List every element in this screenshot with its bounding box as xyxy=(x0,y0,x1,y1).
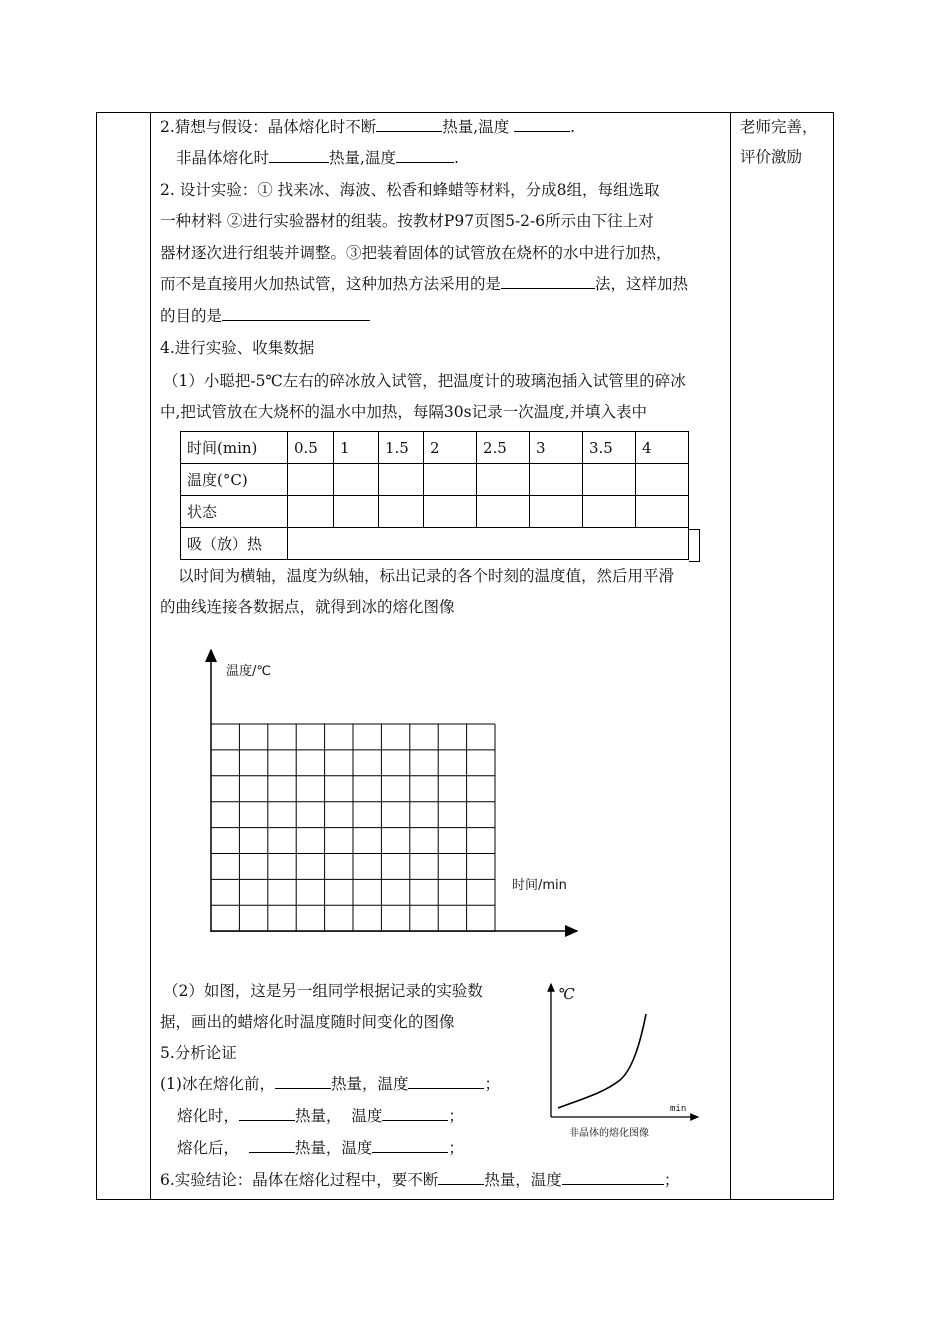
grid-x-label: 时间/min xyxy=(512,878,567,893)
time-cell: 2 xyxy=(424,432,477,464)
experiment-title: 4.进行实验、收集数据 xyxy=(160,339,315,357)
temp-cell[interactable] xyxy=(530,464,583,496)
blank-during-temp[interactable] xyxy=(382,1106,448,1121)
row-label-heat: 吸（放）热 xyxy=(181,528,288,560)
blank-heating-method[interactable] xyxy=(501,274,595,289)
analysis-line3: 熔化后， 热量，温度 ； xyxy=(177,1139,464,1157)
state-cell[interactable] xyxy=(636,496,689,528)
hypothesis-line1: 2.猜想与假设：晶体熔化时不断 热量,温度 . xyxy=(160,118,576,136)
blank-crystal-temp[interactable] xyxy=(514,117,570,132)
analysis-line2: 熔化时， 热量， 温度 ； xyxy=(177,1107,464,1125)
row-label-time: 时间(min) xyxy=(181,432,288,464)
side-note-line2: 评价激励 xyxy=(740,148,803,166)
time-cell: 4 xyxy=(636,432,689,464)
time-cell: 2.5 xyxy=(477,432,530,464)
plot-instruction-line2: 的曲线连接各数据点，就得到冰的熔化图像 xyxy=(160,598,455,616)
table-row-temp xyxy=(181,464,689,496)
table-row-state xyxy=(181,496,689,528)
design-line1: 2. 设计实验：① 找来冰、海波、松香和蜂蜡等材料，分成8组，每组选取 xyxy=(160,181,660,199)
temp-cell[interactable] xyxy=(424,464,477,496)
state-cell[interactable] xyxy=(334,496,379,528)
table-row-heat xyxy=(181,528,689,560)
heat-row-extension-right xyxy=(699,529,700,562)
blank-conclusion-temp[interactable] xyxy=(562,1170,664,1185)
state-cell[interactable] xyxy=(583,496,636,528)
state-cell[interactable] xyxy=(424,496,477,528)
wax-caption: 非晶体的熔化图像 xyxy=(569,1128,649,1139)
row-label-temp: 温度(°C) xyxy=(181,464,288,496)
conclusion-line: 6.实验结论：晶体在熔化过程中，要不断 热量，温度 ； xyxy=(160,1171,680,1189)
blank-after-heat[interactable] xyxy=(249,1138,295,1153)
time-cell: 3 xyxy=(530,432,583,464)
analysis-line1: (1)冰在熔化前， 热量，温度 ； xyxy=(160,1075,500,1093)
blank-amorphous-temp[interactable] xyxy=(396,148,454,163)
hypothesis-line2: 非晶体熔化时 热量,温度 . xyxy=(176,149,459,167)
time-cell: 1.5 xyxy=(379,432,424,464)
time-cell: 0.5 xyxy=(288,432,334,464)
melting-graph-grid xyxy=(195,640,595,940)
experiment-p1-line1: （1）小聪把-5℃左右的碎冰放入试管，把温度计的玻璃泡插入试管里的碎冰 xyxy=(163,372,686,390)
blank-before-temp[interactable] xyxy=(408,1074,484,1089)
temp-cell[interactable] xyxy=(379,464,424,496)
data-table xyxy=(180,431,689,560)
blank-conclusion-heat[interactable] xyxy=(438,1170,484,1185)
grid-y-label: 温度/℃ xyxy=(226,664,271,679)
frame-left xyxy=(96,112,97,1200)
blank-crystal-heat[interactable] xyxy=(376,117,442,132)
design-line2: 一种材料 ②进行实验器材的组装。按教材P97页图5-2-6所示由下往上对 xyxy=(160,212,654,230)
frame-bottom xyxy=(96,1199,834,1200)
temp-cell[interactable] xyxy=(334,464,379,496)
blank-before-heat[interactable] xyxy=(275,1074,331,1089)
state-cell[interactable] xyxy=(530,496,583,528)
analysis-title: 5.分析论证 xyxy=(160,1044,237,1062)
col-divider-1 xyxy=(150,112,151,1200)
time-cell: 1 xyxy=(334,432,379,464)
time-cell: 3.5 xyxy=(583,432,636,464)
col-divider-2 xyxy=(730,112,731,1200)
wax-curve xyxy=(558,1014,646,1108)
blank-during-heat[interactable] xyxy=(239,1106,295,1121)
row-label-state: 状态 xyxy=(181,496,288,528)
design-line5: 的目的是 xyxy=(160,306,370,326)
blank-heating-purpose[interactable] xyxy=(222,306,370,321)
temp-cell[interactable] xyxy=(288,464,334,496)
state-cell[interactable] xyxy=(379,496,424,528)
experiment-p1-line2: 中,把试管放在大烧杯的温水中加热，每隔30s记录一次温度,并填入表中 xyxy=(160,403,648,421)
grid-lines xyxy=(211,724,495,931)
side-note-line1: 老师完善， xyxy=(740,118,818,136)
design-line3: 器材逐次进行组装并调整。③把装着固体的试管放在烧杯的水中进行加热， xyxy=(160,244,672,262)
heat-cell[interactable] xyxy=(288,528,689,560)
temp-cell[interactable] xyxy=(636,464,689,496)
wax-line2: 据，画出的蜡熔化时温度随时间变化的图像 xyxy=(160,1013,455,1031)
wax-y-label: ℃ xyxy=(558,985,575,1003)
state-cell[interactable] xyxy=(477,496,530,528)
frame-right xyxy=(833,112,834,1200)
plot-instruction-line1: 以时间为横轴，温度为纵轴，标出记录的各个时刻的温度值，然后用平滑 xyxy=(178,567,675,585)
state-cell[interactable] xyxy=(288,496,334,528)
table-row-time xyxy=(181,432,689,464)
wax-line1: （2）如图，这是另一组同学根据记录的实验数 xyxy=(163,982,483,1000)
temp-cell[interactable] xyxy=(477,464,530,496)
frame-top xyxy=(96,112,834,113)
design-line4: 而不是直接用火加热试管，这种加热方法采用的是 法，这样加热 xyxy=(160,275,689,293)
blank-after-temp[interactable] xyxy=(372,1138,448,1153)
wax-x-label: min xyxy=(670,1104,687,1114)
blank-amorphous-heat[interactable] xyxy=(269,148,329,163)
temp-cell[interactable] xyxy=(583,464,636,496)
